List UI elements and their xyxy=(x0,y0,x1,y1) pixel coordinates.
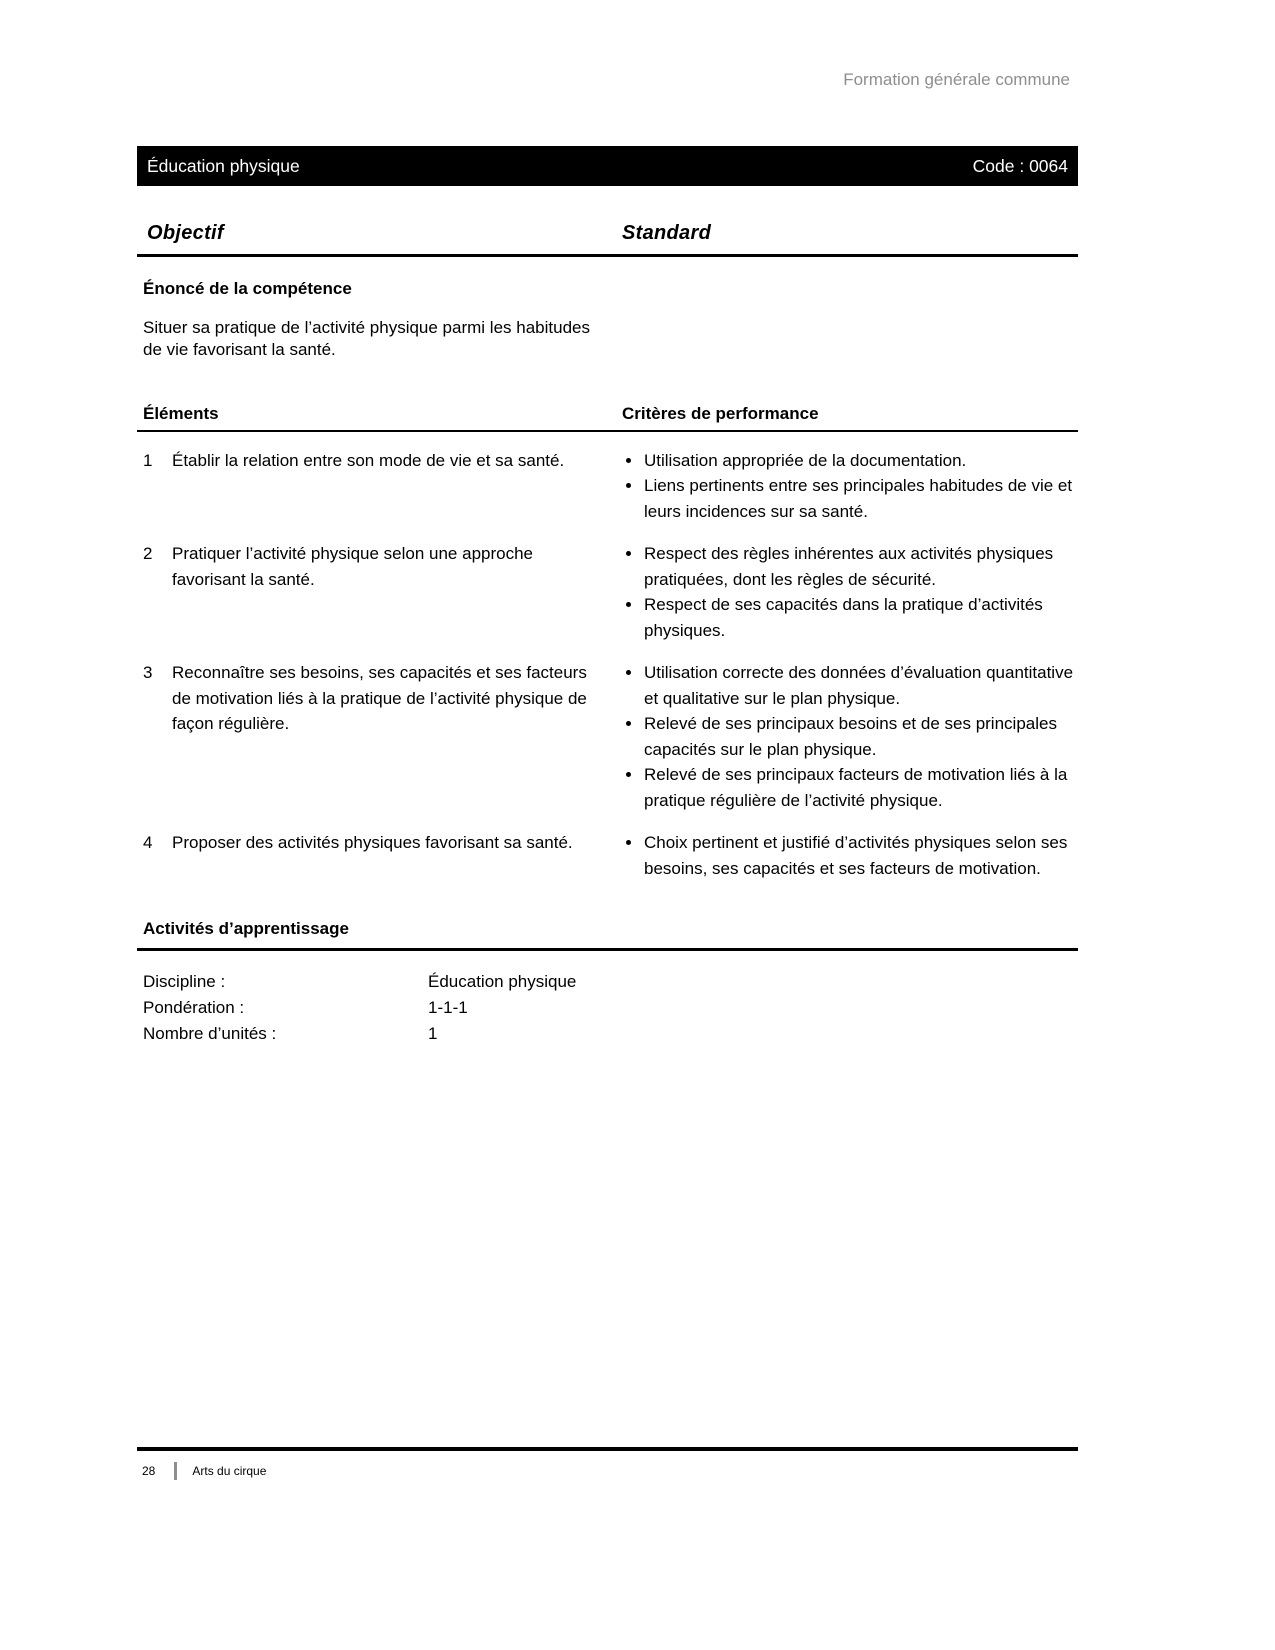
element-text: Proposer des activités physiques favorisant sa santé. xyxy=(172,833,573,853)
activities-info-table xyxy=(137,951,1078,1046)
page-footer xyxy=(137,1447,1078,1480)
section-headings xyxy=(137,404,1078,432)
criterion: • Respect de ses capacités dans la pratique d’activités physiques. xyxy=(643,592,1078,643)
element-number: 2 xyxy=(143,544,153,564)
element-text: Établir la relation entre son mode de vie et sa santé. xyxy=(172,450,565,470)
element-number: 1 xyxy=(143,450,153,470)
element-cell xyxy=(137,660,622,813)
element-row-2 xyxy=(137,541,1078,643)
footer-title: Arts du cirque xyxy=(192,1464,267,1478)
running-header: Formation générale commune xyxy=(843,70,1070,89)
criterion: • Utilisation appropriée de la documentation. xyxy=(643,448,1078,474)
info-label: Discipline : xyxy=(143,972,226,992)
page-content xyxy=(137,0,1078,1047)
criterion: • Liens pertinents entre ses principales habitudes de vie et leurs incidences sur sa santé. xyxy=(643,473,1078,524)
criterion: • Choix pertinent et justifié d’activités physiques selon ses besoins, ses capacités et ses facteurs de motivation. xyxy=(643,830,1078,881)
element-rows xyxy=(137,448,1078,882)
elements-heading: Éléments xyxy=(143,403,219,423)
criterion: • Relevé de ses principaux besoins et de ses principales capacités sur le plan physique. xyxy=(643,711,1078,762)
info-value: 1 xyxy=(428,1024,438,1044)
element-row-1 xyxy=(137,448,1078,525)
objectif-heading: Objectif xyxy=(147,222,224,244)
info-value: Éducation physique xyxy=(428,972,577,992)
activities-heading: Activités d’apprentissage xyxy=(137,919,1078,951)
info-row-discipline xyxy=(137,969,1078,995)
standard-heading: Standard xyxy=(622,222,712,244)
criteria-list xyxy=(622,541,1078,643)
info-row-unites xyxy=(137,1021,1078,1047)
criteres-heading: Critères de performance xyxy=(622,403,819,423)
info-label: Nombre d’unités : xyxy=(143,1024,277,1044)
element-text: Pratiquer l’activité physique selon une approche favorisant la santé. xyxy=(172,544,534,589)
page-number: 28 xyxy=(142,1464,156,1478)
element-row-3 xyxy=(137,660,1078,813)
info-row-ponderation xyxy=(137,995,1078,1021)
info-label: Pondération : xyxy=(143,998,245,1018)
element-cell xyxy=(137,541,622,643)
criteria-list xyxy=(622,660,1078,813)
title-bar-code: Code : 0064 xyxy=(972,155,1068,176)
element-row-4 xyxy=(137,830,1078,881)
footer-separator xyxy=(174,1462,177,1480)
criteria-list xyxy=(622,830,1078,881)
competence-heading: Énoncé de la compétence xyxy=(143,279,352,298)
criterion: • Respect des règles inhérentes aux activités physiques pratiquées, dont les règles de sécurité. xyxy=(643,541,1078,592)
title-bar-subject: Éducation physique xyxy=(147,155,300,176)
element-number: 4 xyxy=(143,833,153,853)
element-cell xyxy=(137,448,622,525)
criteria-list xyxy=(622,448,1078,525)
title-bar xyxy=(137,146,1078,186)
element-number: 3 xyxy=(143,663,153,683)
info-value: 1-1-1 xyxy=(428,998,468,1018)
column-headers xyxy=(137,222,1078,257)
criterion: • Relevé de ses principaux facteurs de motivation liés à la pratique régulière de l’activité physique. xyxy=(643,762,1078,813)
element-text: Reconnaître ses besoins, ses capacités et ses facteurs de motivation liés à la pratique de l’activité physique de façon régulière. xyxy=(172,663,587,734)
criterion: • Utilisation correcte des données d’évaluation quantitative et qualitative sur le plan physique. xyxy=(643,660,1078,711)
element-cell xyxy=(137,830,622,881)
competence-text: Situer sa pratique de l’activité physique parmi les habitudes de vie favorisant la santé. xyxy=(143,318,590,360)
